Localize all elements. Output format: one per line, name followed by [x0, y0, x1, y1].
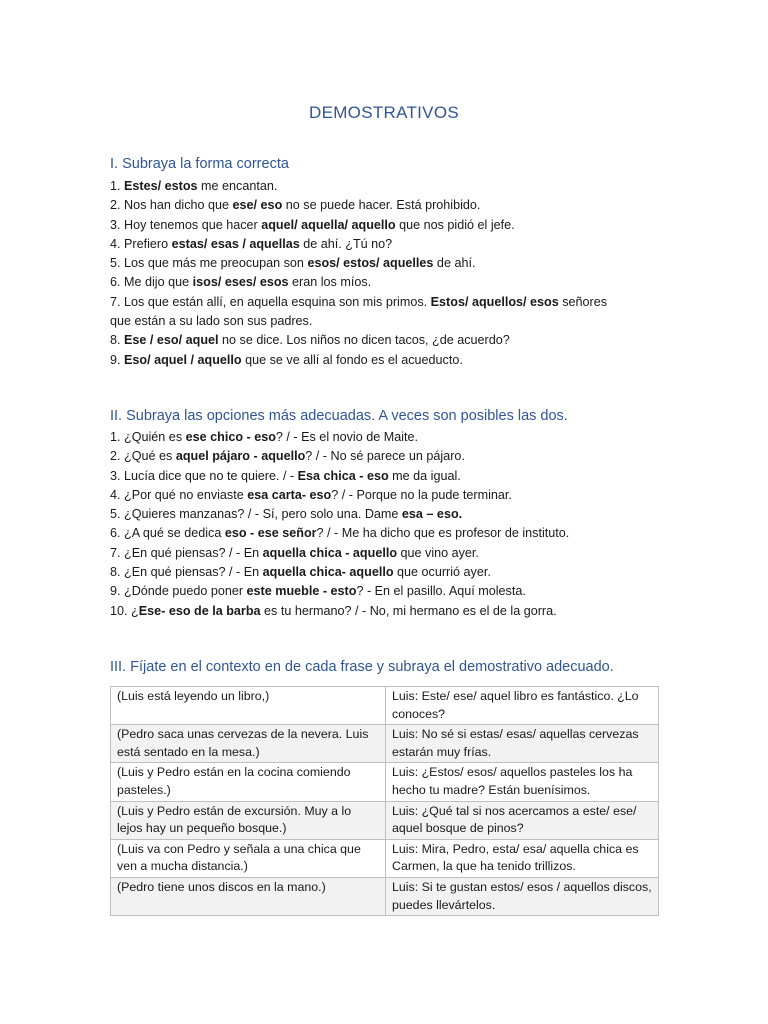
item-number: 3.	[110, 468, 121, 483]
demonstrative-options: aquel pájaro - aquello	[175, 449, 306, 464]
table-row	[111, 763, 659, 801]
exercise-item	[110, 331, 655, 350]
exercise-item	[110, 312, 655, 331]
item-text: que se ve allí al fondo es el acueducto.	[241, 352, 463, 367]
context-cell: (Luis está leyendo un libro,)	[111, 687, 386, 725]
item-text: que vino ayer.	[397, 545, 479, 560]
exercise-item	[110, 544, 655, 563]
item-text: señores	[558, 294, 608, 309]
exercise-item	[110, 505, 655, 524]
item-number: 2.	[110, 449, 121, 464]
demonstrative-options: Ese- eso de la barba	[138, 603, 261, 618]
table-row	[111, 839, 659, 877]
item-text: Los que más me preocupan son	[120, 256, 308, 271]
demonstrative-options: ese/ eso	[232, 198, 283, 213]
item-text: ? / - Es el novio de Maite.	[275, 430, 419, 444]
item-text: no se puede hacer. Está prohibido.	[282, 198, 481, 213]
item-number: 1.	[110, 179, 121, 193]
demonstrative-options: aquella chica- aquello	[262, 565, 394, 580]
item-text: que están a su lado son sus padres.	[110, 314, 313, 329]
item-number: 6.	[110, 275, 121, 290]
item-text: ¿Por qué no enviaste	[120, 487, 248, 502]
item-number: 7.	[110, 294, 121, 309]
item-number: 4.	[110, 487, 121, 502]
item-text: que ocurrió ayer.	[393, 565, 491, 580]
exercise-item	[110, 196, 655, 215]
item-number: 7.	[110, 545, 121, 560]
item-number: 6.	[110, 526, 121, 541]
item-text: Hoy tenemos que hacer	[120, 217, 262, 232]
context-cell: (Pedro tiene unos discos en la mano.)	[111, 877, 386, 915]
item-text: Prefiero	[120, 236, 172, 251]
item-number: 3.	[110, 217, 121, 232]
item-text: me da igual.	[388, 468, 461, 483]
exercise-item	[110, 524, 655, 543]
exercise-item	[110, 177, 655, 196]
exercise-item	[110, 467, 655, 486]
item-text: que nos pidió el jefe.	[395, 217, 515, 232]
demonstrative-options: aquel/ aquella/ aquello	[261, 217, 396, 232]
item-text: ¿	[127, 603, 139, 618]
item-number: 5.	[110, 256, 121, 271]
demonstrative-options: aquella chica - aquello	[262, 545, 398, 560]
item-text: ¿En qué piensas? / - En	[120, 565, 263, 580]
item-number: 8.	[110, 333, 121, 348]
exercise-item	[110, 582, 655, 601]
item-text: ¿En qué piensas? / - En	[120, 545, 263, 560]
exercise-item	[110, 486, 655, 505]
item-text: Nos han dicho que	[120, 198, 233, 213]
exercise-item	[110, 428, 655, 447]
demonstrative-options: Estos/ aquellos/ esos	[430, 294, 559, 309]
exercise-item	[110, 235, 655, 254]
exercise-item	[110, 351, 655, 370]
item-text: me encantan.	[197, 179, 278, 193]
item-text: ¿Dónde puedo poner	[120, 584, 247, 599]
item-text: de ahí. ¿Tú no?	[299, 236, 393, 251]
item-text: Lucía dice que no te quiere. / -	[120, 468, 298, 483]
item-text: ? - En el pasillo. Aquí molesta.	[356, 584, 526, 599]
sentence-cell: Luis: Mira, Pedro, esta/ esa/ aquella chica es Carmen, la que ha tenido trillizos.	[386, 839, 659, 877]
table-row	[111, 877, 659, 915]
item-text: Me dijo que	[120, 275, 193, 290]
section-3-heading: III. Fíjate en el contexto en de cada frase y subraya el demostrativo adecuado.	[110, 659, 614, 675]
section-1-heading: I. Subraya la forma correcta	[110, 156, 289, 172]
demonstrative-options: Esa chica - eso	[297, 468, 389, 483]
item-number: 4.	[110, 236, 121, 251]
section-2-heading: II. Subraya las opciones más adecuadas. A veces son posibles las dos.	[110, 408, 568, 424]
sentence-cell: Luis: Si te gustan estos/ esos / aquellos discos, puedes llevártelos.	[386, 877, 659, 915]
item-text: ? / - Me ha dicho que es profesor de instituto.	[316, 526, 570, 541]
exercise-item	[110, 447, 655, 466]
demonstrative-options: Ese / eso/ aquel	[124, 333, 219, 348]
item-number: 1.	[110, 430, 121, 444]
section-2-exercise-list	[110, 428, 655, 621]
sentence-cell: Luis: ¿Estos/ esos/ aquellos pasteles los ha hecho tu madre? Están buenísimos.	[386, 763, 659, 801]
item-text: ? / - Porque no la pude terminar.	[331, 487, 512, 502]
item-text: ¿Quién es	[120, 430, 186, 444]
demonstrative-options: Estes/ estos	[124, 179, 198, 193]
demonstrative-options: eso - ese señor	[224, 526, 317, 541]
item-text: Los que están allí, en aquella esquina son mis primos.	[120, 294, 431, 309]
table-row	[111, 725, 659, 763]
item-number: 5.	[110, 507, 121, 522]
demonstrative-options: esos/ estos/ aquelles	[307, 256, 434, 271]
item-text: ? / - No sé parece un pájaro.	[305, 449, 465, 464]
exercise-item	[110, 254, 655, 273]
item-text: no se dice. Los niños no dicen tacos, ¿de acuerdo?	[218, 333, 510, 348]
demonstrative-options: isos/ eses/ esos	[192, 275, 289, 290]
context-cell: (Luis va con Pedro y señala a una chica que ven a mucha distancia.)	[111, 839, 386, 877]
context-cell: (Pedro saca unas cervezas de la nevera. Luis está sentado en la mesa.)	[111, 725, 386, 763]
page-title: DEMOSTRATIVOS	[309, 103, 459, 122]
item-text: ¿A qué se dedica	[120, 526, 225, 541]
exercise-item	[110, 293, 655, 312]
demonstrative-options: esa – eso.	[401, 507, 463, 522]
item-text: ¿Quieres manzanas? / - Sí, pero solo una. Dame	[120, 507, 402, 522]
demonstrative-options: esa carta- eso	[247, 487, 332, 502]
sentence-cell: Luis: No sé si estas/ esas/ aquellas cervezas estarán muy frías.	[386, 725, 659, 763]
exercise-item	[110, 563, 655, 582]
item-number: 9.	[110, 352, 121, 367]
demonstrative-options: estas/ esas / aquellas	[171, 236, 300, 251]
exercise-item	[110, 273, 655, 292]
item-text: es tu hermano? / - No, mi hermano es el de la gorra.	[260, 603, 557, 618]
item-number: 10.	[110, 603, 128, 618]
item-number: 9.	[110, 584, 121, 599]
exercise-item	[110, 216, 655, 235]
sentence-cell: Luis: Este/ ese/ aquel libro es fantástico. ¿Lo conoces?	[386, 687, 659, 725]
section-1-exercise-list	[110, 177, 655, 370]
sentence-cell: Luis: ¿Qué tal si nos acercamos a este/ ese/ aquel bosque de pinos?	[386, 801, 659, 839]
item-text: de ahí.	[433, 256, 476, 271]
item-text: eran los míos.	[288, 275, 372, 290]
exercise-item	[110, 602, 655, 621]
table-row	[111, 801, 659, 839]
item-number: 8.	[110, 565, 121, 580]
context-cell: (Luis y Pedro están en la cocina comiendo pasteles.)	[111, 763, 386, 801]
demonstrative-options: Eso/ aquel / aquello	[124, 352, 242, 367]
item-number: 2.	[110, 198, 121, 213]
item-text: ¿Qué es	[120, 449, 176, 464]
context-cell: (Luis y Pedro están de excursión. Muy a lo lejos hay un pequeño bosque.)	[111, 801, 386, 839]
context-table	[110, 686, 659, 916]
demonstrative-options: este mueble - esto	[246, 584, 357, 599]
demonstrative-options: ese chico - eso	[185, 430, 276, 444]
table-row	[111, 687, 659, 725]
